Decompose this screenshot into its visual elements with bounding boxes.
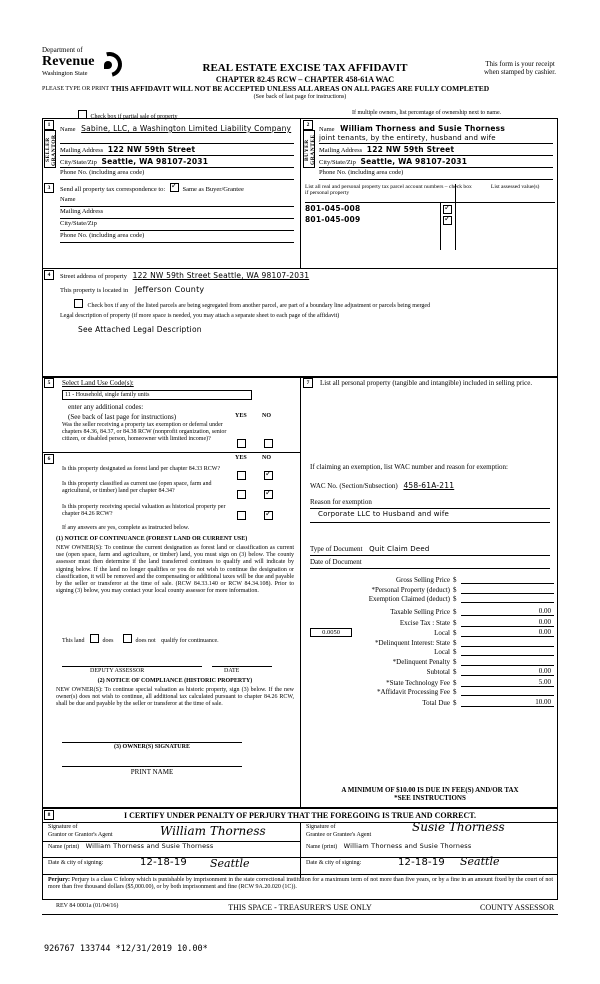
seller-phone-underline xyxy=(60,179,294,180)
yes-header-1: YES xyxy=(235,413,247,419)
revenue-swoosh-icon xyxy=(95,52,117,72)
county-assessor-label: COUNTY ASSESSOR xyxy=(480,903,555,912)
no-header-2: NO xyxy=(262,455,271,461)
dollar-sign: $ xyxy=(453,585,457,594)
seller-city-underline xyxy=(60,167,294,168)
segregation-checkbox[interactable] xyxy=(74,299,83,308)
doc-date-underline[interactable] xyxy=(310,568,550,569)
money-row-delinq-interest-state xyxy=(310,639,554,647)
land-does-not-checkbox[interactable] xyxy=(123,634,132,643)
receipt-line-1: This form is your receipt xyxy=(485,60,555,68)
grantee-name-print-label: Name (print) xyxy=(306,844,338,850)
correspondence-city-label: City/State/Zip xyxy=(60,220,97,227)
affidavit-processing-fee-label: *Affidavit Processing Fee xyxy=(377,688,450,696)
grantor-name-print-label: Name (print) xyxy=(48,844,80,850)
gross-selling-price-value[interactable] xyxy=(461,583,554,584)
reason-value[interactable]: Corporate LLC to Husband and wife xyxy=(318,510,450,518)
dollar-sign: $ xyxy=(453,608,457,616)
money-row-delinq-penalty xyxy=(310,658,554,666)
reason-underline xyxy=(310,508,550,509)
money-row-taxable xyxy=(310,607,554,616)
seller-mailing-underline xyxy=(60,155,294,156)
located-in-value[interactable]: Jefferson County xyxy=(134,285,205,294)
see-instructions-note: *SEE INSTRUCTIONS xyxy=(394,794,466,802)
current-use-question: Is this property classified as current use (open space, farm and agricultural, or timber) land per chapter 84.34? xyxy=(62,481,212,495)
seller-mailing-value[interactable]: 122 NW 59th Street xyxy=(107,145,196,154)
parcel-row xyxy=(305,203,555,214)
dollar-sign: $ xyxy=(453,638,457,647)
money-row-personal xyxy=(310,586,554,594)
section-number-6: 6 xyxy=(44,454,54,464)
buyer-mailing-row xyxy=(319,145,454,155)
logo-state: Washington State xyxy=(42,70,88,77)
seller-label-box xyxy=(44,130,56,168)
grantee-name-print-value[interactable]: William Thorness and Susie Thorness xyxy=(343,842,472,850)
dollar-sign: $ xyxy=(453,678,457,687)
reason-underline-2 xyxy=(310,522,550,523)
receipt-note xyxy=(455,60,585,76)
tax-calculation-table xyxy=(310,576,554,708)
taxable-selling-price-value[interactable]: 0.00 xyxy=(461,607,554,616)
land-use-see-back: (See back of last page for instructions) xyxy=(68,413,177,421)
delinquent-interest-local-label: Local xyxy=(434,648,450,656)
deputy-assessor-date-label: DATE xyxy=(224,668,240,674)
local-rate-value[interactable]: 0.0050 xyxy=(310,628,352,637)
state-technology-fee-value[interactable]: 5.00 xyxy=(461,678,554,687)
correspondence-phone-underline[interactable] xyxy=(60,242,294,243)
exemption-claim-label: If claiming an exemption, list WAC number and reason for exemption: xyxy=(310,463,508,471)
buyer-name-underline xyxy=(319,143,553,144)
dollar-sign: $ xyxy=(453,648,457,656)
excise-tax-state-label: Excise Tax : State xyxy=(399,618,450,627)
buyer-name-row xyxy=(319,124,553,134)
certify-title: I CERTIFY UNDER PENALTY OF PERJURY THAT THE FOREGOING IS TRUE AND CORRECT. xyxy=(123,811,476,820)
seller-phone-label: Phone No. (including area code) xyxy=(60,169,145,176)
valuation-column-divider xyxy=(300,376,301,808)
this-land-label: This land xyxy=(62,638,85,644)
grantor-sig-label-1: Signature of xyxy=(48,824,78,830)
excise-tax-state-value[interactable]: 0.00 xyxy=(461,618,554,627)
additional-codes-label: enter any additional codes: xyxy=(68,403,144,411)
buyer-phone-underline xyxy=(319,179,553,180)
money-row-excise-state xyxy=(310,618,554,627)
section-number-3: 3 xyxy=(44,183,54,193)
grantor-signature-value[interactable]: William Thorness xyxy=(160,824,266,838)
doc-type-row xyxy=(310,545,430,554)
personal-property-deduct-value[interactable] xyxy=(461,593,554,594)
wac-label: WAC No. (Section/Subsection) xyxy=(310,482,398,490)
personal-property-instruction: List all personal property (tangible and intangible) included in selling price. xyxy=(320,379,533,387)
gross-selling-price-label: Gross Selling Price xyxy=(395,576,450,584)
grantor-date-value[interactable]: 12-18-19 xyxy=(140,857,187,868)
personal-property-deduct-label: *Personal Property (deduct) xyxy=(371,585,450,594)
seller-name-label: Name xyxy=(60,126,76,133)
section-number-8: 8 xyxy=(44,810,54,820)
total-due-label: Total Due xyxy=(422,698,450,707)
seller-mailing-row xyxy=(60,145,300,155)
exemption-claimed-value[interactable] xyxy=(461,602,554,603)
notice-compliance-body: NEW OWNER(S): To continue special valuation as historic property, sign (3) below. If the new owner(s) does not wish to continue, all additional tax calculated pursuant to chapter 84.26 RCW, shall be due and payable by the seller or transferor at the time of sale. xyxy=(56,687,294,708)
print-name-label: PRINT NAME xyxy=(130,768,174,776)
doc-type-value[interactable]: Quit Claim Deed xyxy=(369,545,430,553)
buyer-city-label: City/State/Zip xyxy=(319,159,356,166)
if-any-yes-note: If any answers are yes, complete as instructed below. xyxy=(62,525,190,531)
wac-value[interactable]: 458-61A-211 xyxy=(403,481,455,490)
send-tax-row xyxy=(60,183,244,194)
money-row-subtotal xyxy=(310,667,554,676)
affidavit-notice: THIS AFFIDAVIT WILL NOT BE ACCEPTED UNLESS ALL AREAS ON ALL PAGES ARE FULLY COMPLETED xyxy=(110,84,490,93)
correspondence-name-label: Name xyxy=(60,196,76,203)
historic-property-question: Is this property receiving special valuation as historical property per chapter 84.26 RCW? xyxy=(62,504,226,518)
grantor-city-value[interactable]: Seattle xyxy=(210,857,250,870)
state-technology-fee-label: *State Technology Fee xyxy=(386,678,450,687)
land-does-label: does xyxy=(102,638,114,644)
grantor-date-label: Date & city of signing: xyxy=(48,860,104,866)
seller-city-value[interactable]: Seattle, WA 98107-2031 xyxy=(101,157,209,166)
column-divider xyxy=(300,118,301,268)
see-back-note: (See back of last page for instructions) xyxy=(253,94,347,100)
buyer-city-row xyxy=(319,157,467,167)
buyer-name-value[interactable]: William Thorness and Susie Thorness xyxy=(340,124,505,133)
deputy-assessor-signature-line[interactable] xyxy=(62,666,202,667)
seller-vert-label: SELLER GRANTOR xyxy=(45,134,57,166)
logo-revenue: Revenue xyxy=(42,54,95,69)
seller-mailing-label: Mailing Address xyxy=(60,147,104,154)
excise-tax-local-value[interactable]: 0.00 xyxy=(461,628,554,637)
certify-column-divider xyxy=(300,822,301,878)
current-use-no[interactable] xyxy=(264,485,273,503)
seller-name-value[interactable]: Sabine, LLC, a Washington Limited Liability Company xyxy=(81,124,292,133)
street-address-value[interactable]: 122 NW 59th Street Seattle, WA 98107-2031 xyxy=(132,271,310,280)
logo-department: Department of xyxy=(42,46,83,54)
grantor-name-print-row xyxy=(48,843,213,851)
same-as-buyer-label: Same as Buyer/Grantee xyxy=(182,186,244,193)
parcel-rows xyxy=(305,203,555,225)
notice-continuance-title: (1) NOTICE OF CONTINUANCE (FOREST LAND OR CURRENT USE) xyxy=(56,536,248,542)
buyer-name-label: Name xyxy=(319,126,335,133)
perjury-bold-label: Perjury: xyxy=(48,877,70,883)
dollar-sign: $ xyxy=(453,698,457,707)
certify-bottom-rule xyxy=(42,874,558,875)
buyer-city-underline xyxy=(319,167,553,168)
qualify-label: qualify for continuance. xyxy=(161,638,219,644)
buyer-label-box xyxy=(303,130,315,168)
historic-property-yes[interactable] xyxy=(237,506,246,524)
money-row-processing-fee xyxy=(310,688,554,696)
grantee-sig-label-2: Grantee or Grantee's Agent xyxy=(306,832,372,838)
doc-type-underline xyxy=(310,555,550,556)
form-title: REAL ESTATE EXCISE TAX AFFIDAVIT xyxy=(202,62,408,74)
buyer-name-value-2[interactable]: joint tenants, by the entirety, husband and wife xyxy=(319,134,496,142)
street-address-row xyxy=(60,271,309,281)
section-number-7: 7 xyxy=(303,378,313,388)
correspondence-mailing-underline[interactable] xyxy=(60,218,294,219)
notice-continuance-body: NEW OWNER(S): To continue the current designation as forest land or classification as current use (open space, farm and agriculture, or timber) land, you must sign on (3) below. The county assessor must then determine if the land transferred continues to qualify and will indicate by signing below. If the land no longer qualifies or you do not wish to continue the designation or classification, it will be removed and the compensating or additional taxes will be due and payable by the seller or transferor at the time of sale. (RCW 84.33.140 or RCW 84.34.108). Prior to signing (3) below, you may contact your local county assessor for more information. xyxy=(56,545,294,595)
money-row-excise-local xyxy=(310,628,554,637)
money-row-total xyxy=(310,698,554,707)
land-does-checkbox[interactable] xyxy=(90,634,99,643)
dollar-sign: $ xyxy=(453,668,457,676)
segregation-note: Check box if any of the listed parcels are being segregated from another parcel, are part of a boundary line adjustment or parcels being merged xyxy=(87,303,431,309)
grantor-sig-label-2: Grantor or Grantor's Agent xyxy=(48,832,113,838)
buyer-mailing-underline xyxy=(319,155,553,156)
deputy-assessor-date-line[interactable] xyxy=(212,666,272,667)
seller-city-label: City/State/Zip xyxy=(60,159,97,166)
historic-property-no[interactable] xyxy=(264,506,273,524)
legal-description-value[interactable]: See Attached Legal Description xyxy=(78,325,202,334)
grantee-date-label: Date & city of signing: xyxy=(306,860,362,866)
form-revision: REV 84 0001a (01/04/16) xyxy=(56,903,119,909)
please-type-label: PLEASE TYPE OR PRINT xyxy=(42,86,110,92)
doc-type-label: Type of Document xyxy=(310,545,363,553)
subtotal-value[interactable]: 0.00 xyxy=(461,667,554,676)
dollar-sign: $ xyxy=(453,576,457,584)
reason-label: Reason for exemption xyxy=(310,498,372,506)
correspondence-phone-label: Phone No. (including area code) xyxy=(60,232,145,239)
send-tax-label: Send all property tax correspondence to: xyxy=(60,186,166,193)
delinquent-penalty-value[interactable] xyxy=(461,665,554,666)
partial-sale-label: Check box if partial sale of property xyxy=(90,114,178,120)
legal-description-label: Legal description of property (if more space is needed, you may attach a separate sheet to each page of the affidavit) xyxy=(60,313,340,319)
delinquent-interest-state-label: *Delinquent Interest: State xyxy=(374,638,450,647)
assessed-value-header: List assessed value(s) xyxy=(490,184,540,190)
affidavit-processing-fee-value[interactable] xyxy=(461,695,554,696)
parcel-number[interactable]: 801-045-009 xyxy=(305,215,361,224)
excise-tax-local-label: Local xyxy=(434,629,450,637)
total-due-value[interactable]: 10.00 xyxy=(461,698,554,707)
parcel-table-header: List all real and personal property tax parcel account numbers – check box if personal property xyxy=(305,184,472,197)
exemption-claimed-label: Exemption Claimed (deduct) xyxy=(368,595,450,603)
treasurer-stamp: 926767 133744 *12/31/2019 10.00* xyxy=(44,944,208,954)
doc-date-label: Date of Document xyxy=(310,558,362,566)
wac-row xyxy=(310,481,454,491)
perjury-note xyxy=(48,877,553,891)
section4-divider xyxy=(42,268,558,269)
money-row-exemption xyxy=(310,595,554,603)
section-number-5: 5 xyxy=(44,378,54,388)
yes-header-2: YES xyxy=(235,455,247,461)
forest-land-question: Is this property designated as forest land per chapter 84.33 RCW? xyxy=(62,466,221,472)
grantee-city-value[interactable]: Seattle xyxy=(460,855,500,868)
forest-land-no[interactable] xyxy=(264,466,273,484)
notice-compliance-title: (2) NOTICE OF COMPLIANCE (HISTORIC PROPERTY) xyxy=(97,678,253,684)
current-use-yes[interactable] xyxy=(237,485,246,503)
located-in-label: This property is located in xyxy=(60,287,129,294)
forest-land-yes[interactable] xyxy=(237,466,246,484)
seller-exemption-question: Was the seller receiving a property tax exemption or deferral under chapters 84.36, 84.37, or 84.38 RCW (nonprofit organization, senior citizen, or disabled person, homeowner with limited income)? xyxy=(62,422,227,443)
correspondence-city-underline[interactable] xyxy=(60,230,294,231)
subtotal-label: Subtotal xyxy=(426,668,450,676)
land-use-code-field[interactable] xyxy=(62,390,252,400)
dollar-sign: $ xyxy=(453,595,457,603)
money-row-tech-fee xyxy=(310,678,554,687)
buyer-city-value[interactable]: Seattle, WA 98107-2031 xyxy=(360,157,468,166)
correspondence-name-underline[interactable] xyxy=(60,206,294,207)
grantee-name-print-row xyxy=(306,843,471,851)
land-use-title: Select Land Use Code(s): xyxy=(62,379,134,387)
segregation-row[interactable] xyxy=(74,299,544,310)
receipt-line-2: when stamped by cashier. xyxy=(484,68,556,76)
grantee-sig-label-1: Signature of xyxy=(306,824,336,830)
print-name-line[interactable] xyxy=(62,766,242,767)
this-land-row xyxy=(62,634,219,645)
deputy-assessor-label: DEPUTY ASSESSOR xyxy=(90,668,145,674)
money-row-gross xyxy=(310,576,554,584)
seller-name-row xyxy=(60,124,296,134)
delinquent-interest-local-value[interactable] xyxy=(461,655,554,656)
treasurer-use-label: THIS SPACE - TREASURER'S USE ONLY xyxy=(228,903,372,912)
seller-exemption-yes[interactable] xyxy=(237,434,246,452)
delinquent-penalty-label: *Delinquent Penalty xyxy=(392,657,450,666)
form-chapter: CHAPTER 82.45 RCW – CHAPTER 458-61A WAC xyxy=(215,75,395,84)
dollar-sign: $ xyxy=(453,688,457,696)
delinquent-interest-state-value[interactable] xyxy=(461,646,554,647)
land-use-code-value: 11 - Household, single family units xyxy=(65,392,150,398)
section-number-1: 1 xyxy=(44,120,54,130)
dollar-sign: $ xyxy=(453,618,457,627)
buyer-mailing-value[interactable]: 122 NW 59th Street xyxy=(366,145,455,154)
seller-exemption-no[interactable] xyxy=(264,434,273,452)
footer-rule xyxy=(42,914,558,915)
form-title-block xyxy=(160,62,450,85)
parcel-table xyxy=(305,184,555,197)
grantee-date-value[interactable]: 12-18-19 xyxy=(398,857,445,868)
located-in-row xyxy=(60,285,204,295)
parcel-number[interactable]: 801-045-008 xyxy=(305,204,361,213)
owners-signature-line[interactable] xyxy=(62,742,242,743)
correspondence-mailing-label: Mailing Address xyxy=(60,208,104,215)
grantee-signature-value[interactable]: Susie Thorness xyxy=(412,820,505,834)
seller-name-underline xyxy=(60,143,294,144)
same-as-buyer-checkbox[interactable] xyxy=(170,183,179,192)
section6-divider xyxy=(42,452,300,453)
no-header-1: NO xyxy=(262,413,271,419)
perjury-text: Perjury is a class C felony which is punishable by imprisonment in the state correctional institution for a maximum term of not more than five years, or by a fine in an amount fixed by the court of not more than five thousand dollars ($5,000.00), or by both imprisonment and fine (RCW 9A.20.020 (1C)). xyxy=(48,877,553,891)
taxable-selling-price-label: Taxable Selling Price xyxy=(390,608,450,616)
dollar-sign: $ xyxy=(453,657,457,666)
buyer-phone-label: Phone No. (including area code) xyxy=(319,169,404,176)
money-row-delinq-interest-local xyxy=(310,648,554,656)
dollar-sign: $ xyxy=(453,629,457,637)
section-number-4: 4 xyxy=(44,270,54,280)
multiple-owners-note: If multiple owners, list percentage of ownership next to name. xyxy=(352,110,502,116)
buyer-vert-label: BUYER GRANTEE xyxy=(304,134,316,166)
section-number-2: 2 xyxy=(303,120,313,130)
minimum-due-note: A MINIMUM OF $10.00 IS DUE IN FEE(S) AND/OR TAX xyxy=(341,786,519,794)
seller-city-row xyxy=(60,157,300,167)
agency-logo xyxy=(42,46,152,77)
street-address-label: Street address of property xyxy=(60,273,127,280)
parcel-row xyxy=(305,214,555,225)
grantor-name-print-value[interactable]: William Thorness and Susie Thorness xyxy=(85,842,214,850)
buyer-mailing-label: Mailing Address xyxy=(319,147,363,154)
land-does-not-label: does not xyxy=(135,638,156,644)
owners-signature-label: (3) OWNER(S) SIGNATURE xyxy=(114,744,190,750)
